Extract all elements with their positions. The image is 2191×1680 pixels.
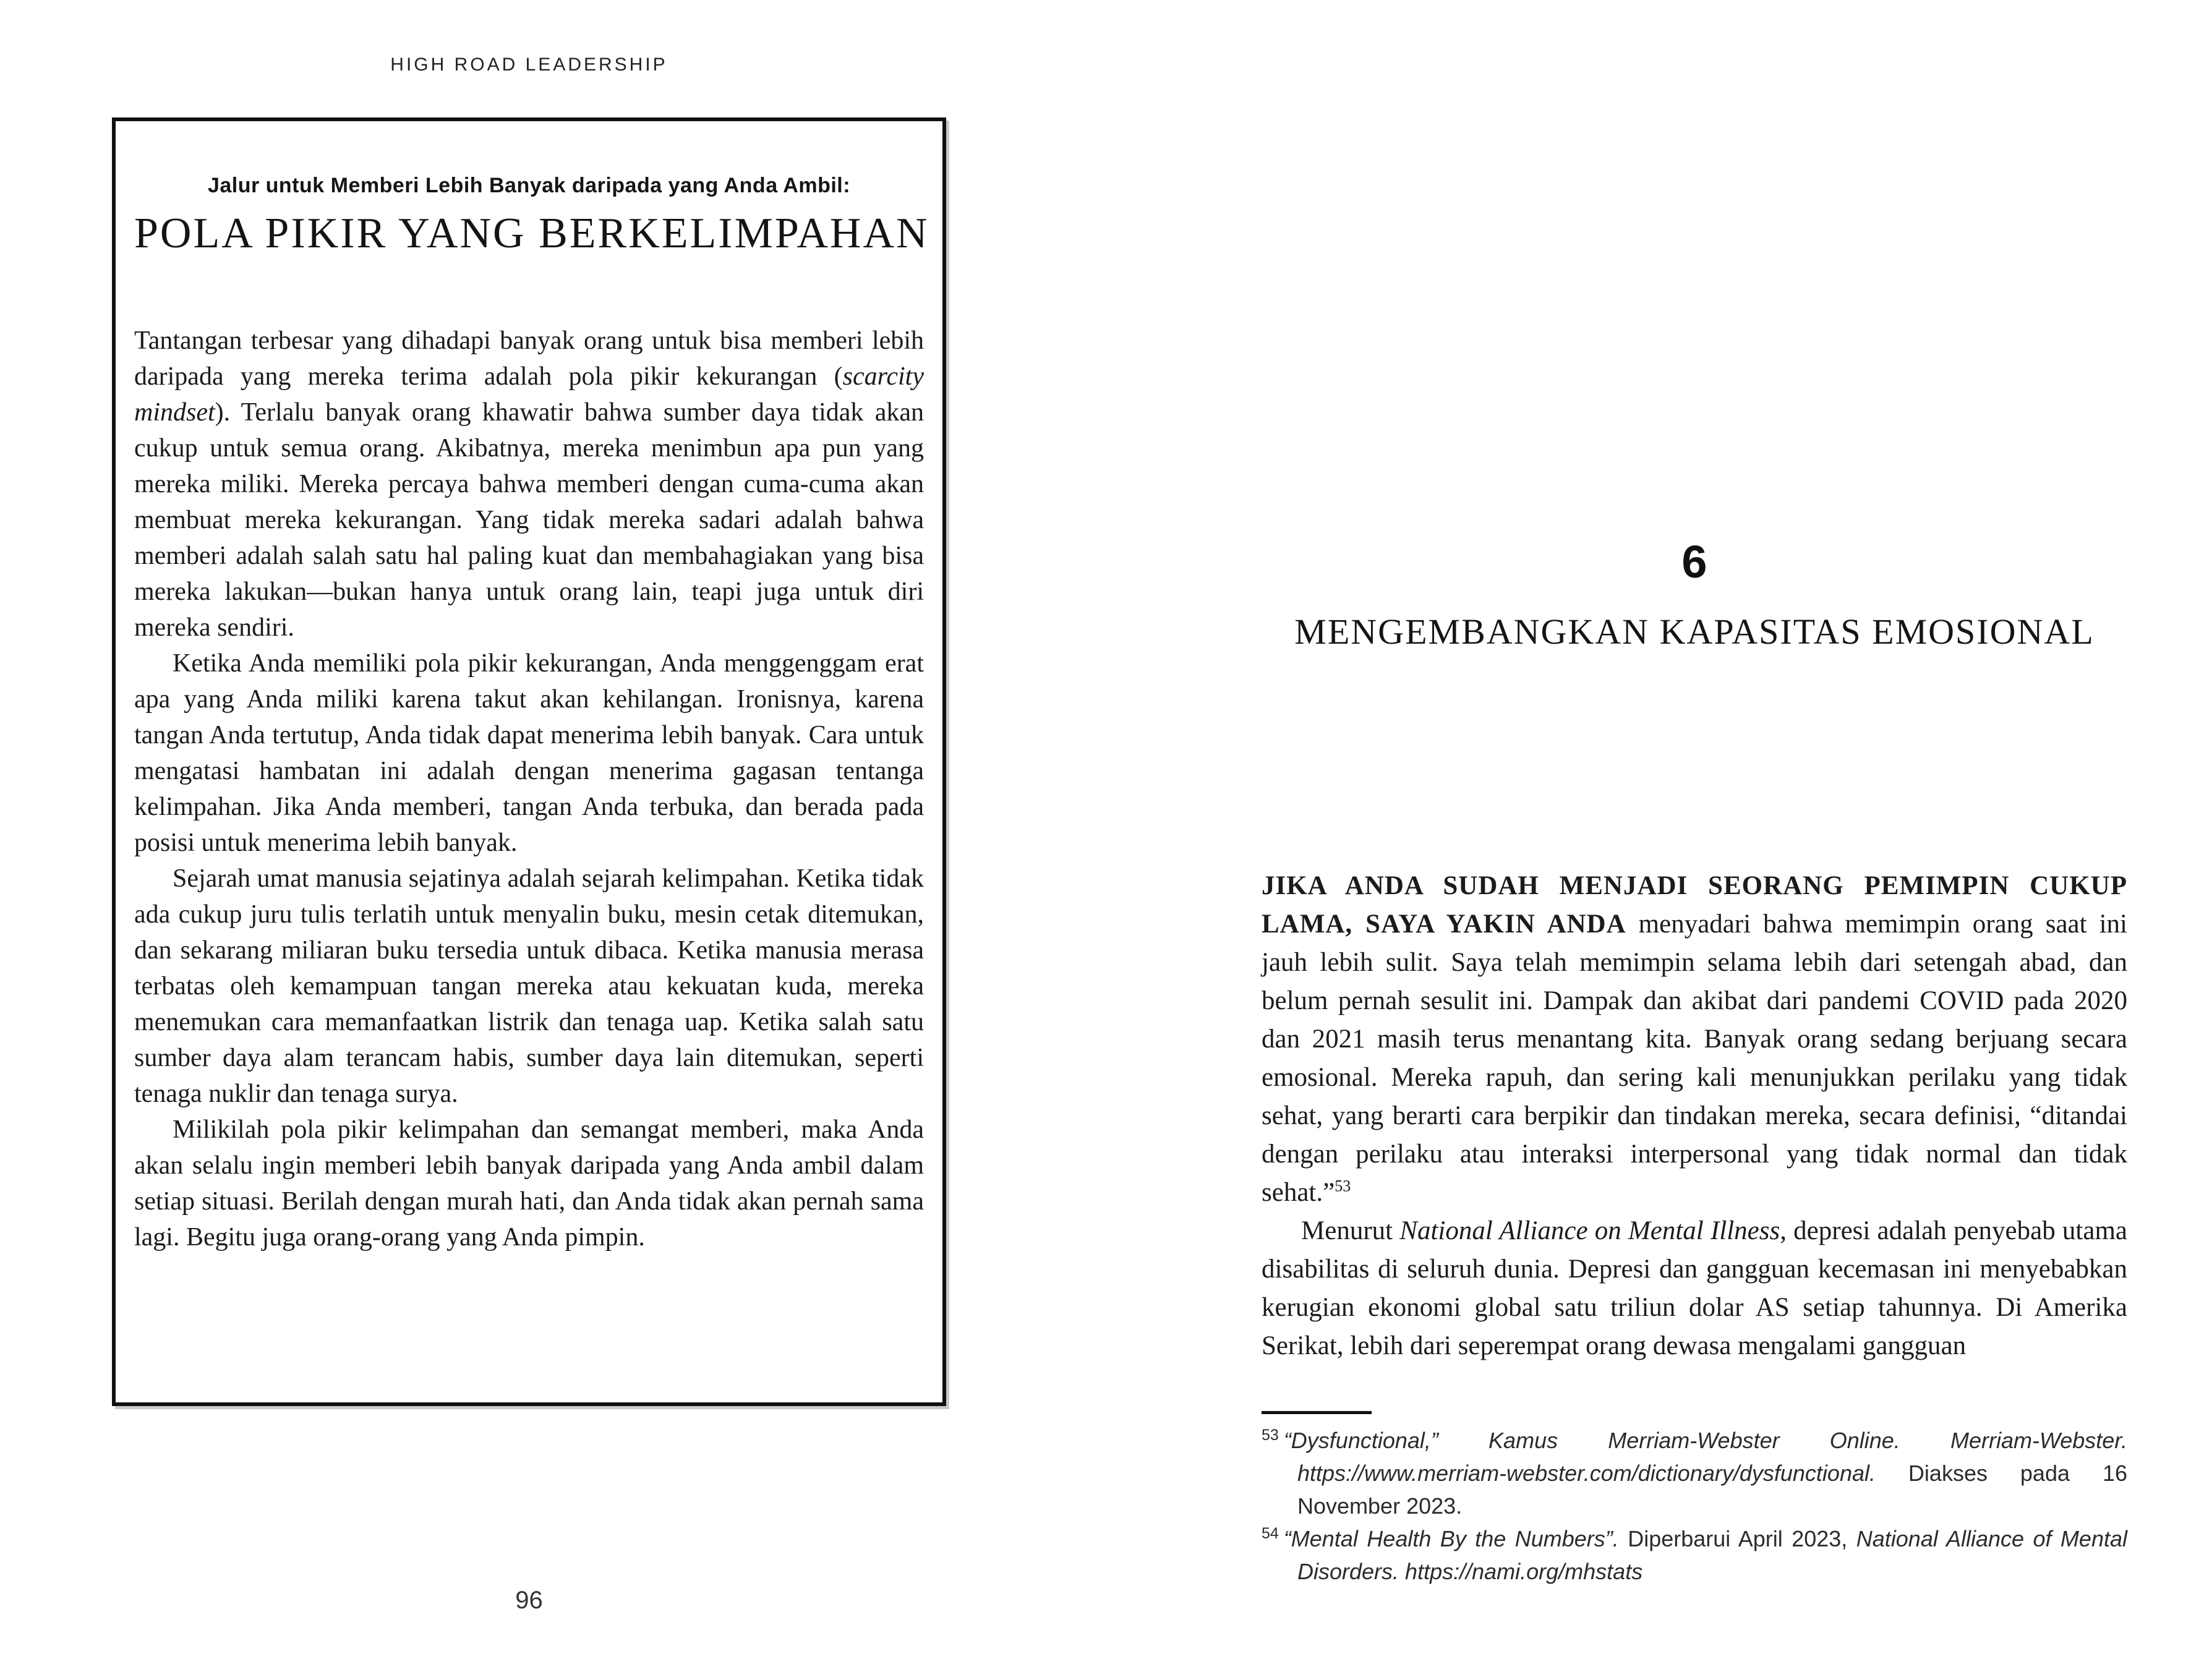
footnote-number: 53 [1262, 1426, 1279, 1444]
box-paragraph-4: Milikilah pola pikir kelimpahan dan semangat memberi, maka Anda akan selalu ingin memberi lebih banyak daripada yang Anda ambil dalam setiap situasi. Berilah dengan murah hati, dan Anda tidak akan pernah sama lagi. Begitu juga orang-orang yang Anda pimpin. [134, 1115, 924, 1251]
lead-in-bold: JIKA ANDA SUDAH MENJADI SEORANG PEMIMPIN CUKUP LAMA, SAYA YAKIN ANDA [1262, 871, 2127, 939]
body-paragraph-1 [1262, 867, 2127, 1212]
paragraph-text: ). Terlalu banyak orang khawatir bahwa sumber daya tidak akan cukup untuk semua orang. Akibatnya, mereka menimbun apa pun yang mereka miliki. Mereka percaya bahwa memberi dengan cuma-cuma akan membuat mereka kekurangan. Yang tidak mereka sadari adalah bahwa memberi adalah salah satu hal paling kuat dan membahagiakan yang bisa mereka lakukan—bukan hanya untuk orang lain, teapi juga untuk diri mereka sendiri. [134, 398, 924, 642]
footnote-53 [1262, 1424, 2127, 1522]
box-body [134, 323, 924, 1255]
box-kicker: Jalur untuk Memberi Lebih Banyak daripada yang Anda Ambil: [207, 174, 851, 197]
paragraph-text: Tantangan terbesar yang dihadapi banyak orang untuk bisa memberi lebih daripada yang mereka terima adalah pola pikir kekurangan ( [134, 326, 924, 391]
footnote-text-italic: National Alliance of Mental Disorders. https://nami.org/mhstats [1297, 1526, 2127, 1584]
italic-phrase: scarcity mindset [134, 362, 924, 427]
footnote-text-italic: “Mental Health By the Numbers”. [1283, 1526, 1619, 1551]
paragraph-text: menyadari bahwa memimpin orang saat ini jauh lebih sulit. Saya telah memimpin selama lebih dari setengah abad, dan belum pernah sesulit ini. Dampak dan akibat dari pandemi COVID pada 2020 dan 2021 masih terus menantang kita. Banyak orang sedang berjuang secara emosional. Mereka rapuh, dan sering kali menunjukkan perilaku yang tidak sehat, yang berarti cara berpikir dan tindakan mereka, secara definisi, “ditandai dengan perilaku atau interaksi interpersonal yang tidak normal dan tidak sehat.” [1262, 910, 2127, 1207]
pullout-box [112, 117, 946, 1406]
footnote-54 [1262, 1522, 2127, 1588]
running-header: HIGH ROAD LEADERSHIP [390, 54, 668, 75]
footnote-text-upright: Diakses pada 16 November 2023. [1297, 1460, 2127, 1519]
footnote-text-upright: Diperbarui April 2023, [1618, 1526, 1856, 1551]
paragraph-text: , depresi adalah penyebab utama disabilitas di seluruh dunia. Depresi dan gangguan kecemasan ini menyebabkan kerugian ekonomi global satu triliun dolar AS setiap tahunnya. Di Amerika Serikat, lebih dari seperempat orang dewasa mengalami gangguan [1262, 1216, 2127, 1360]
footnote-block [1262, 1411, 2127, 1588]
footnote-number: 54 [1262, 1525, 1279, 1542]
body-paragraph-2 [1262, 1212, 2127, 1365]
page-number: 96 [515, 1587, 543, 1614]
box-paragraph-3: Sejarah umat manusia sejatinya adalah sejarah kelimpahan. Ketika tidak ada cukup juru tulis terlatih untuk menyalin buku, mesin cetak ditemukan, dan sekarang miliaran buku tersedia untuk dibaca. Ketika manusia merasa terbatas oleh kemampuan tangan mereka atau kekuatan kuda, mereka menemukan cara memanfaatkan listrik dan tenaga uap. Ketika salah satu sumber daya alam terancam habis, sumber daya lain ditemukan, seperti tenaga nuklir dan tenaga surya. [134, 864, 924, 1108]
box-title: POLA PIKIR YANG BERKELIMPAHAN [134, 210, 929, 257]
footnote-text-italic: “Dysfunctional,” Kamus Merriam-Webster Online. Merriam-Webster. https://www.merriam-webster.com/dictionary/dysfunctional. [1283, 1428, 2127, 1486]
paragraph-text: Menurut [1301, 1216, 1400, 1245]
chapter-number: 6 [1681, 536, 1707, 587]
chapter-body [1262, 867, 2127, 1365]
box-paragraph-2: Ketika Anda memiliki pola pikir kekurangan, Anda menggenggam erat apa yang Anda miliki karena takut akan kehilangan. Ironisnya, karena tangan Anda tertutup, Anda tidak dapat menerima lebih banyak. Cara untuk mengatasi hambatan ini adalah dengan menerima gagasan tentanga kelimpahan. Jika Anda memberi, tangan Anda terbuka, dan berada pada posisi untuk menerima lebih banyak. [134, 649, 924, 857]
footnote-ref-superscript: 53 [1335, 1177, 1351, 1195]
box-paragraph-1 [134, 323, 924, 646]
italic-org-name: National Alliance on Mental Illness [1399, 1216, 1780, 1245]
footnote-rule [1262, 1411, 1372, 1414]
chapter-title: MENGEMBANGKAN KAPASITAS EMOSIONAL [1294, 612, 2095, 652]
